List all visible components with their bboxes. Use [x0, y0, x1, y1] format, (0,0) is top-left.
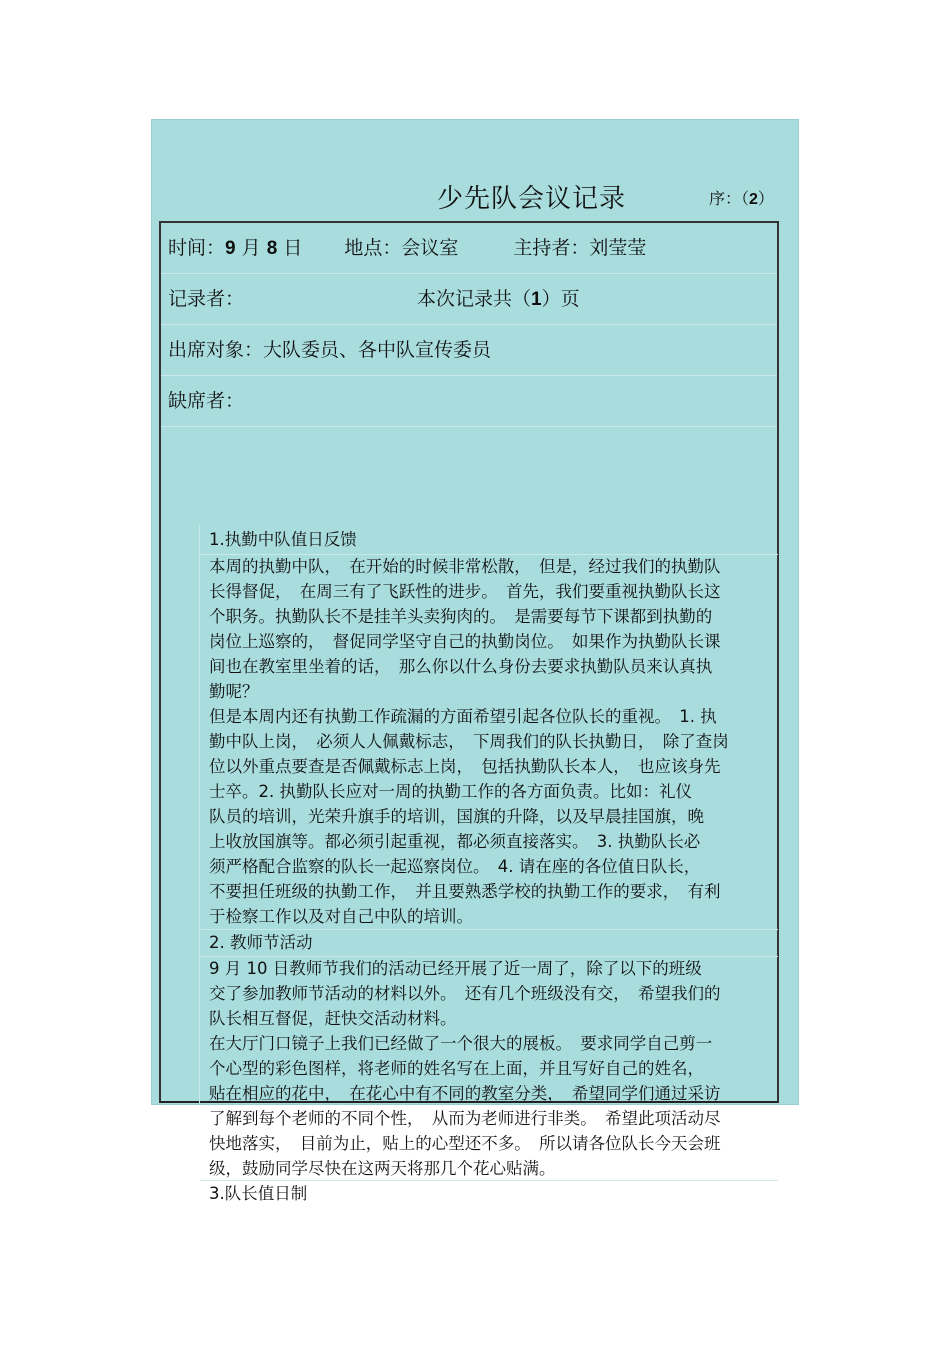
section-heading: 1.执勤中队值日反馈 [209, 530, 357, 549]
section-body: 本周的执勤中队， 在开始的时候非常松散， 但是，经过我们的执勤队 长得督促， 在周三有了飞跃性的进步。 首先，我们要重视执勤队长这 个职务。执勤队长不是挂羊头卖狗肉的。 是需要每节下课都到执勤的 岗位上巡察的， 督促同学坚守自己的执勤岗位。 如果作为执勤队长课 间也在教室里坐着的话， 那么你以什么身份去要求执勤队员来认真执 勤呢？ 但是本周内还有执勤工作疏漏的方面希望引起各位队长的重视。 1. 执 勤中队上岗， 必须人人佩戴标志， 下周我们的队长执勤日， 除了查岗 位以外重点要查是否佩戴标志上岗， 包括执勤队长本人， 也应该身先 士卒。2. 执勤队长应对一周的执勤工作的各方面负责。比如：礼仪 队员的培训，光荣升旗手的培训，国旗的升降，以及早晨挂国旗，晚 上收放国旗等。都必须引起重视，都必须直接落实。 3. 执勤队长必 须严格配合监察的队长一起巡察岗位。 4. 请在座的各位值日队长， 不要担任班级的执勤工作， 并且要熟悉学校的执勤工作的要求， 有利 于检察工作以及对自己中队的培训。 [209, 557, 729, 926]
section-heading: 2. 教师节活动 [209, 933, 313, 952]
page-title: 少先队会议记录 [437, 184, 627, 214]
info-row-recorder: 记录者： 本次记录共（1）页 [161, 274, 777, 325]
info-row-attendees: 出席对象：大队委员、各中队宣传委员 [161, 325, 777, 376]
sequence-number: 序：（2） [709, 189, 774, 208]
agenda-content [199, 525, 778, 1203]
info-row-absent: 缺席者： [161, 376, 777, 427]
meeting-record-sheet [151, 119, 799, 1203]
record-table [159, 221, 779, 1203]
section-body: 9 月 10 日教师节我们的活动已经开展了近一周了，除了以下的班级 交了参加教师节活动的材料以外。 还有几个班级没有交， 希望我们的 队长相互督促，赶快交活动材料。 在大厅门口镜子上我们已经做了一个很大的展板。 要求同学自己剪一 个心型的彩色图样，将老师的姓名写在上面，并且写好自己的姓名， 贴在相应的花中， 在花心中有不同的教室分类， 希望同学们通过采访 了解到每个老师的不同个性， 从而为老师进行非类。 希望此项活动尽 快地落实， 目前为止，贴上的心型还不多。 所以请各位队长今天会班 级，鼓励同学尽快在这两天将那几个花心贴满。 [209, 959, 721, 1178]
info-row-time-place-host: 时间：9 月 8 日 地点：会议室 主持者：刘莹莹 [161, 223, 777, 274]
section-heading: 3.队长值日制 [209, 1184, 308, 1203]
